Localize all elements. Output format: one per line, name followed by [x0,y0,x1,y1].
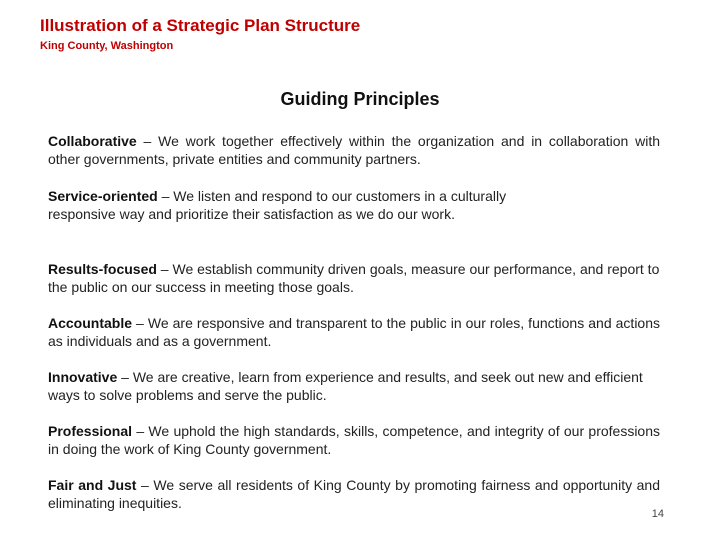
principle-description: – We establish community driven goals, measure our performance, and report to the public on our success in meeting those goals. [48,261,660,295]
principle-description: – We listen and respond to our customers in a culturally responsive way and prioritize their satisfaction as we do our work. [48,188,507,222]
principle-term: Fair and Just [48,477,137,493]
principle-results-focused [48,260,660,296]
principle-term: Innovative [48,369,118,385]
principle-term: Results-focused [48,261,157,277]
principle-professional [48,422,660,458]
principle-description: – We are creative, learn from experience and results, and seek out new and efficient ways to solve problems and serve the public. [48,369,643,403]
principle-accountable [48,314,660,350]
section-heading: Guiding Principles [280,89,440,109]
page-number: 14 [651,508,664,520]
principle-description: – We serve all residents of King County by promoting fairness and opportunity and eliminating inequities. [48,477,661,511]
principle-fair-and-just [48,476,660,512]
principle-term: Accountable [48,315,133,331]
principle-description: – We are responsive and transparent to the public in our roles, functions and actions as individuals and as a government. [48,315,660,349]
principle-description: – We work together effectively within the organization and in collaboration with other governments, private entities and community partners. [48,133,660,167]
principle-description: – We uphold the high standards, skills, competence, and integrity of our professions in doing the work of King County government. [48,423,660,457]
document-title: Illustration of a Strategic Plan Structure [40,16,361,35]
principle-collaborative [48,132,660,168]
principle-term: Collaborative [48,133,137,149]
principle-innovative [48,368,660,404]
principle-term: Professional [48,423,133,439]
principle-term: Service-oriented [48,188,158,204]
principle-service-oriented [48,187,518,223]
document-subtitle: King County, Washington [40,40,174,52]
